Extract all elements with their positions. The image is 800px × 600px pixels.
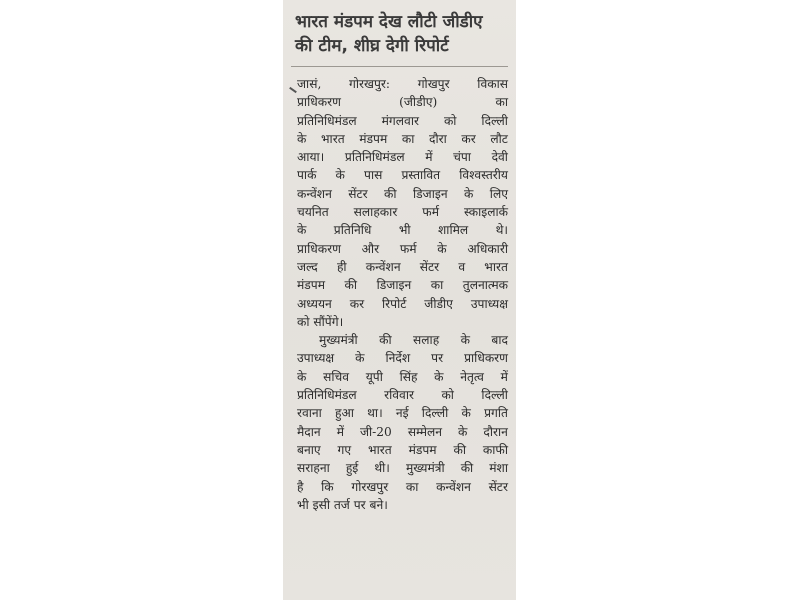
body-line: कन्वेंशन सेंटर की डिजाइन के लिए	[297, 186, 508, 201]
article-body	[297, 75, 508, 514]
body-line: प्राधिकरण और फर्म के अधिकारी	[297, 241, 508, 256]
headline-line-2: की टीम, शीघ्र देगी रिपोर्ट	[295, 36, 449, 56]
body-line: जल्द ही कन्वेंशन सेंटर व भारत	[297, 259, 508, 274]
body-line: रवाना हुआ था। नई दिल्ली के प्रगति	[297, 406, 508, 421]
body-line: पार्क के पास प्रस्तावित विश्वस्तरीय	[297, 168, 508, 183]
headline-line-1: भारत मंडपम देख लौटी जीडीए	[295, 12, 483, 32]
paragraph-1	[297, 75, 508, 331]
body-line: भी इसी तर्ज पर बने।	[297, 497, 388, 512]
body-line: बनाए गए भारत मंडपम की काफी	[297, 442, 508, 457]
body-line: अध्ययन कर रिपोर्ट जीडीए उपाध्यक्ष	[297, 296, 508, 311]
body-line: सराहना हुई थी। मुख्यमंत्री की मंशा	[297, 461, 508, 476]
paragraph-2	[297, 331, 508, 514]
newspaper-clipping	[283, 0, 516, 600]
body-line: मैदान में जी-20 सम्मेलन के दौरान	[297, 424, 508, 439]
body-line: चयनित सलाहकार फर्म स्काइलार्क	[297, 205, 508, 220]
headline	[295, 10, 506, 58]
body-line: प्रतिनिधिमंडल मंगलवार को दिल्ली	[297, 113, 508, 128]
body-line: उपाध्यक्ष के निर्देश पर प्राधिकरण	[297, 351, 508, 366]
body-line: प्रतिनिधिमंडल रविवार को दिल्ली	[297, 388, 508, 403]
body-line: को सौंपेंगे।	[297, 314, 344, 329]
body-line: के भारत मंडपम का दौरा कर लौट	[297, 131, 508, 146]
body-line: मंडपम की डिजाइन का तुलनात्मक	[297, 278, 508, 293]
headline-divider	[291, 66, 508, 67]
body-line: के सचिव यूपी सिंह के नेतृत्व में	[297, 369, 508, 384]
body-line: जासं, गोरखपुर: गोखपुर विकास	[297, 77, 508, 91]
body-line: मुख्यमंत्री की सलाह के बाद	[319, 333, 508, 348]
body-line: है कि गोरखपुर का कन्वेंशन सेंटर	[297, 479, 508, 494]
body-line: आया। प्रतिनिधिमंडल में चंपा देवी	[297, 150, 508, 165]
body-line: के प्रतिनिधि भी शामिल थे।	[297, 223, 508, 238]
body-line: प्राधिकरण (जीडीए) का	[297, 95, 508, 110]
